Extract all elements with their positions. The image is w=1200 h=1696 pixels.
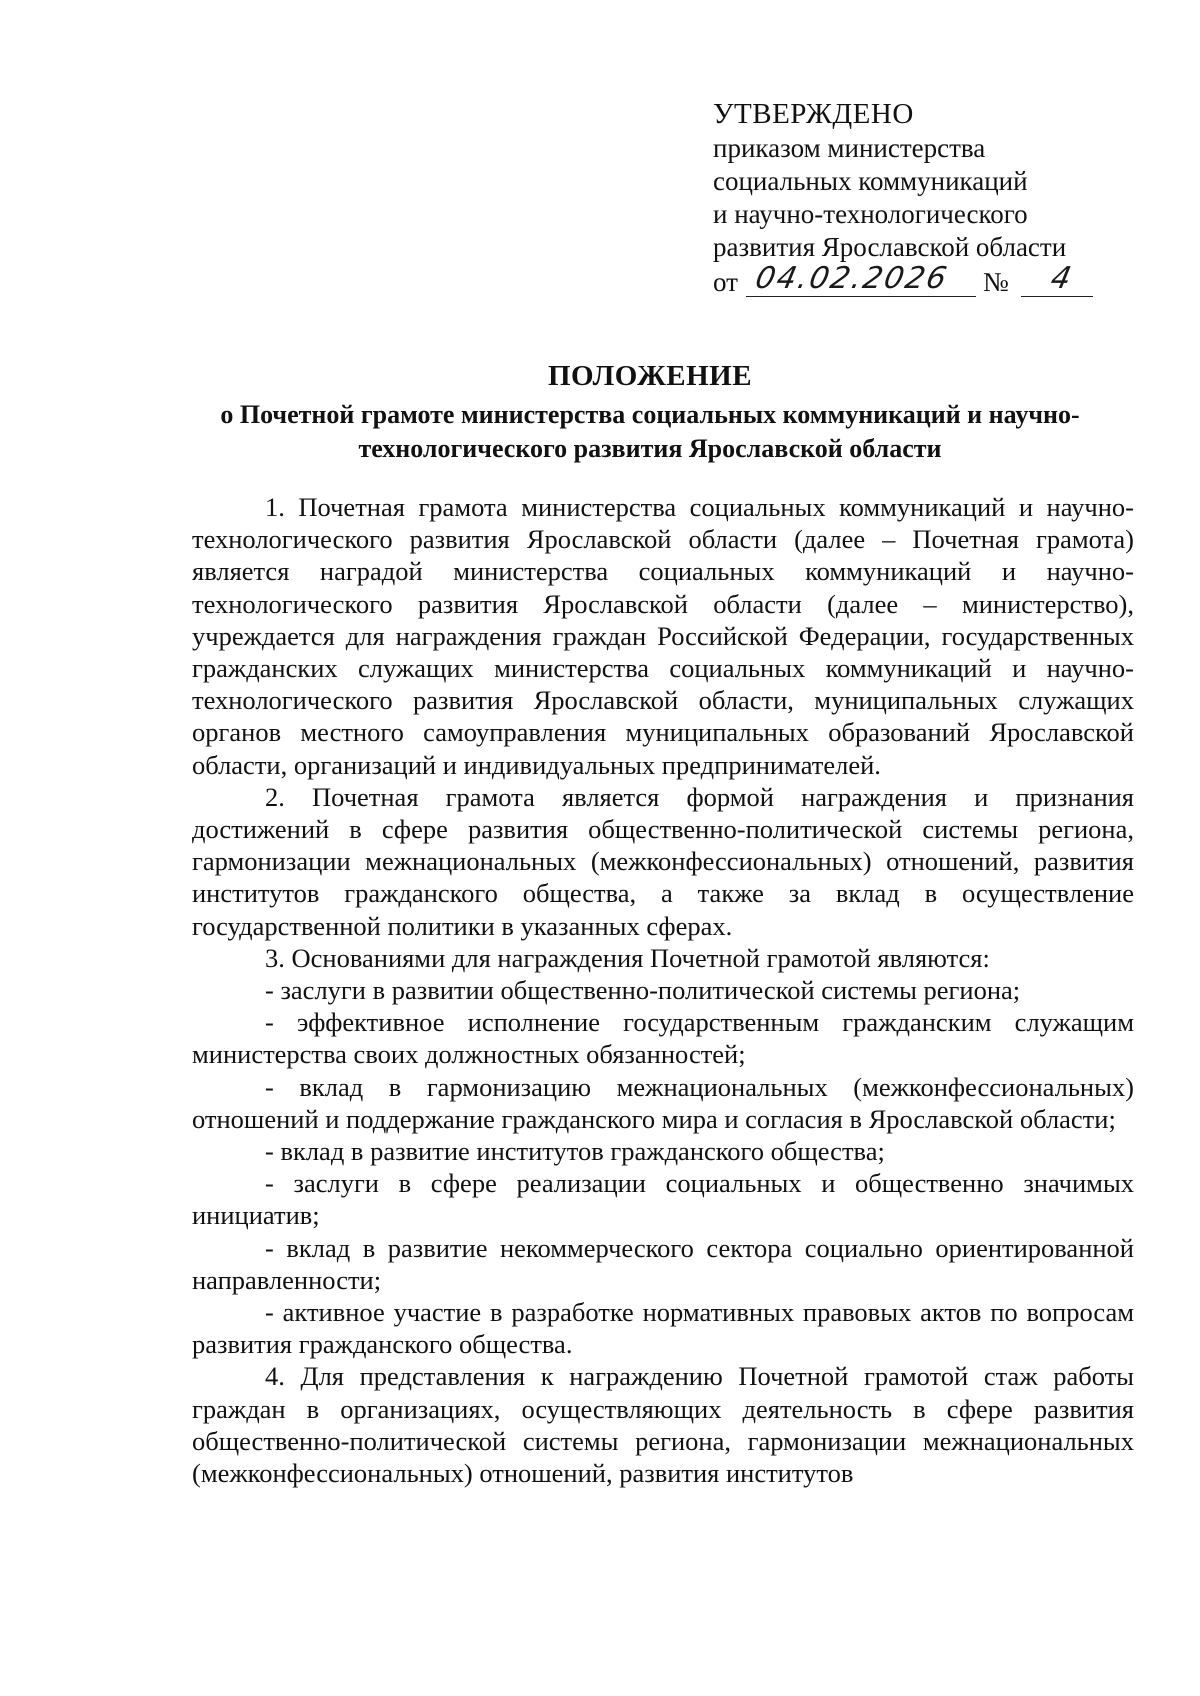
list-item: - вклад в гармонизацию межнациональных (межконфессиональных) отношений и поддержание гражданского мира и согласия в Ярославской области; <box>192 1071 1134 1134</box>
from-label: от <box>713 267 738 297</box>
document-subtitle-line-2: технологического развития Ярославской области <box>358 434 942 463</box>
approval-line: социальных коммуникаций <box>713 166 1028 196</box>
paragraph-4: 4. Для представления к награждению Почетной грамотой стаж работы граждан в организациях, осуществляющих деятельность в сфере развития общественно-политической системы региона, гармонизации межнациональных (межконфессиональных) отношений, развития институтов <box>192 1361 1134 1489</box>
approval-line: приказом министерства <box>713 133 986 163</box>
paragraph-2: 2. Почетная грамота является формой награждения и признания достижений в сфере развития общественно-политической системы региона, гармонизации межнациональных (межконфессиональных) отношений, развития институтов гражданского общества, а также за вклад в осуществление государственной политики в указанных сферах. <box>192 781 1134 941</box>
list-item: - вклад в развитие институтов гражданского общества; <box>265 1136 885 1167</box>
document-body <box>192 491 1134 1489</box>
number-label: № <box>983 267 1009 297</box>
handwritten-number: 4 <box>1047 261 1077 296</box>
list-item: - заслуги в развитии общественно-политической системы региона; <box>265 975 1021 1006</box>
approval-block <box>713 98 1133 300</box>
handwritten-date: 04.02.2026 <box>752 261 952 296</box>
approval-line: и научно-технологического <box>713 199 1028 229</box>
document-title-block <box>160 359 1140 466</box>
paragraph-1: 1. Почетная грамота министерства социальных коммуникаций и научно-технологического развития Ярославской области (далее – Почетная грамота) является наградой министерства социальных коммуникаций и научно-технологического развития Ярославской области (далее – министерство), учреждается для награждения граждан Российской Федерации, государственных гражданских служащих министерства социальных коммуникаций и научно-технологического развития Ярославской области, муниципальных служащих органов местного самоуправления муниципальных образований Ярославской области, организаций и индивидуальных предпринимателей. <box>192 492 1134 780</box>
list-item: - активное участие в разработке нормативных правовых актов по вопросам развития гражданского общества. <box>192 1297 1134 1360</box>
paragraph-3: 3. Основаниями для награждения Почетной грамотой являются: <box>265 942 990 973</box>
document-title: ПОЛОЖЕНИЕ <box>547 360 753 392</box>
list-item: - вклад в развитие некоммерческого сектора социально ориентированной направленности; <box>192 1232 1134 1295</box>
approval-line: развития Ярославской области <box>713 232 1067 262</box>
date-blank <box>746 261 976 297</box>
number-blank <box>1021 261 1093 297</box>
list-item: - заслуги в сфере реализации социальных и общественно значимых инициатив; <box>192 1168 1134 1231</box>
document-subtitle-line-1: о Почетной грамоте министерства социальных коммуникаций и научно- <box>220 400 1080 429</box>
approval-date-line <box>713 261 1133 300</box>
approval-heading: УТВЕРЖДЕНО <box>713 98 914 130</box>
list-item: - эффективное исполнение государственным гражданским служащим министерства своих должностных обязанностей; <box>192 1007 1134 1070</box>
